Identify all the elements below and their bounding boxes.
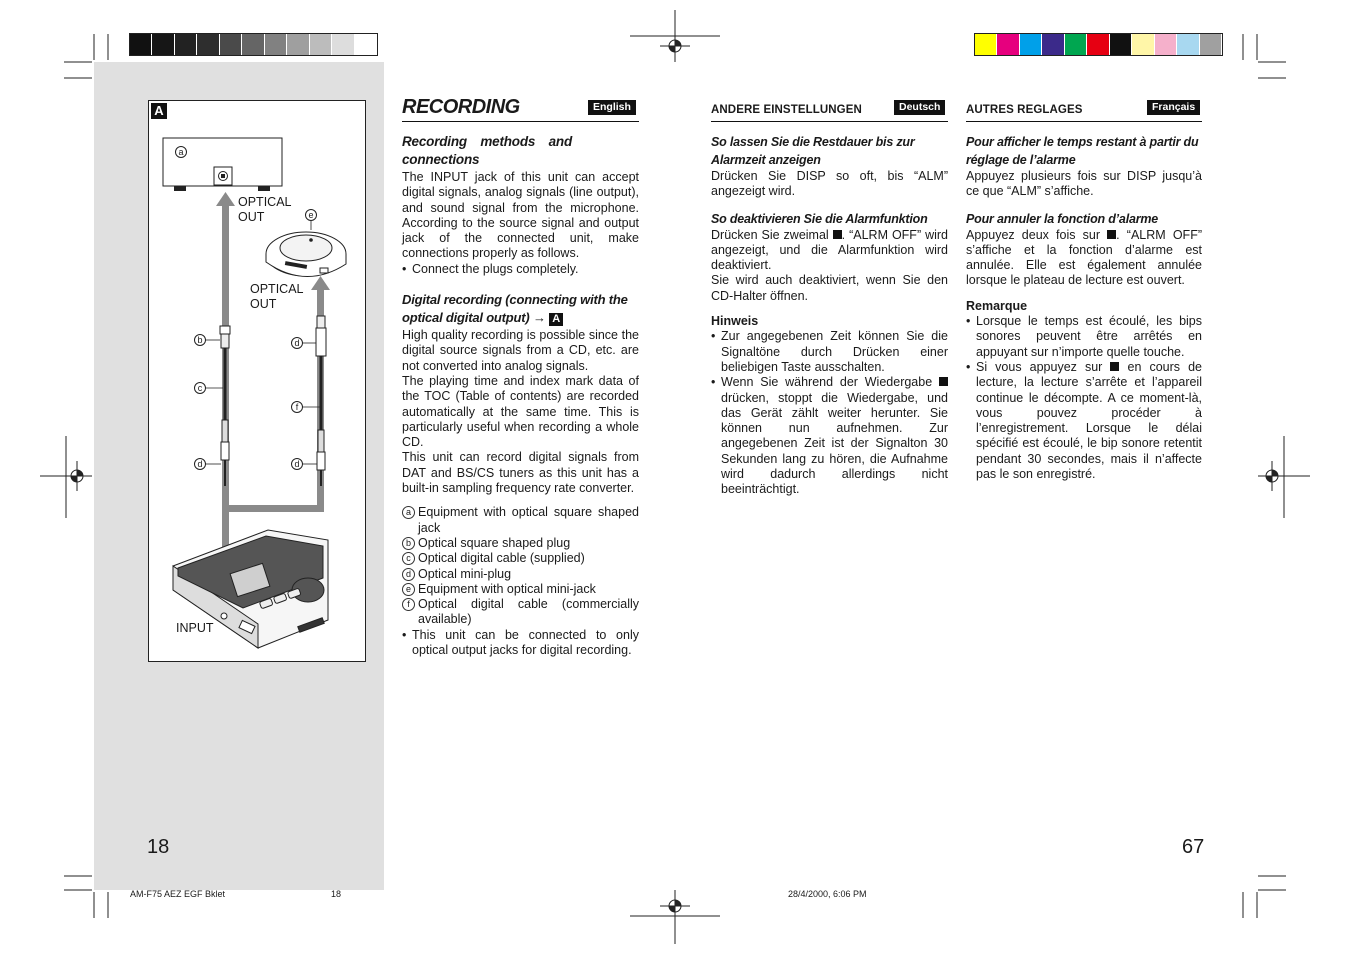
callout-e (306, 210, 317, 221)
color-swatch (975, 34, 996, 55)
color-swatch (130, 34, 151, 55)
temps-restant-paragraph: Appuyez plusieurs fois sur DISP jusqu’à ce que “ALM” s’affiche. (966, 169, 1202, 199)
left-page-number: 18 (147, 836, 170, 858)
remarque-b2-a: Si vous appuyez sur (976, 359, 1103, 374)
section-annuler-alarme-title: Pour annuler la fonction d’alarme (966, 211, 1159, 226)
optical-out-label-2 (250, 282, 304, 312)
remarque-title: Remarque (966, 298, 1028, 313)
deutsch-header-rule (711, 121, 948, 122)
bullet-connect-plugs: • Connect the plugs completely. (402, 262, 639, 277)
hinweis-b2-b: drücken, stoppt die Wiedergabe, und das Gerät zählt weiter herunter. Sie können nun aufnehmen. Zur angegebenen Zeit ist der Signalton 30 Sekunden lang zu hören, die Aufnahme wird dadurch allerdings nicht beeinträchtigt. (721, 390, 948, 497)
color-swatch (1200, 34, 1221, 55)
legend-text-d: Optical mini-plug (418, 566, 512, 581)
input-label: INPUT (176, 621, 214, 635)
optical-out-label-1 (238, 195, 292, 225)
recording-methods-paragraph: The INPUT jack of this unit can accept digital signals, analog signals (line output), and sound signal from the microphone. According to the source signal and output jack of the connected unit, make connections properly as follows. (402, 170, 639, 261)
hinweis-b2-a: Wenn Sie während der Wiedergabe (721, 375, 933, 390)
annuler-text-a: Appuyez deux fois sur (966, 227, 1101, 242)
lang-badge-english: English (588, 100, 636, 115)
legend-key-a: a (402, 506, 415, 519)
legend-item-e (402, 582, 639, 597)
legend-item-a (402, 505, 639, 536)
color-swatch (997, 34, 1018, 55)
stop-icon (833, 230, 842, 239)
callout-d2-text: d (294, 338, 300, 348)
deaktivieren-text-b: . “ALRM OFF” wird angezeigt, und die Alarmfunktion wird deaktiviert. (711, 227, 948, 273)
legend-text-b: Optical square shaped plug (418, 535, 571, 550)
section-temps-restant-title: Pour afficher le temps restant à partir du réglage de l’alarme (966, 135, 1199, 167)
francais-header: AUTRES REGLAGES (966, 104, 1083, 116)
hinweis-title: Hinweis (711, 314, 759, 329)
deutsch-header: ANDERE EINSTELLUNGEN (711, 104, 862, 116)
process-color-bar (974, 33, 1223, 56)
section-alarm-deaktivieren-title: So deaktivieren Sie die Alarmfunktion (711, 211, 928, 226)
legend-list (402, 505, 639, 627)
legend-text-f: Optical digital cable (commercially available) (418, 597, 639, 627)
figure-reference-a: A (549, 313, 563, 326)
legend-item-b (402, 536, 639, 551)
gray-color-bar (129, 33, 378, 56)
optical-out-2-line2: OUT (250, 297, 277, 311)
hinweis-bullet-1: • Zur angegebenen Zeit können Sie die Signaltöne durch Drücken einer beliebigen Taste ausschalten. (711, 329, 948, 374)
alarm-deaktivieren-paragraph-2: Sie wird auch deaktiviert, wenn Sie den CD-Halter öffnen. (711, 273, 948, 303)
digital-recording-title-text: Digital recording (connecting with the optical digital output) (402, 292, 628, 326)
color-swatch (265, 34, 286, 55)
color-swatch (220, 34, 241, 55)
callout-d3-text: d (294, 459, 300, 469)
color-swatch (1110, 34, 1131, 55)
stop-icon (1107, 230, 1116, 239)
color-swatch (152, 34, 173, 55)
color-swatch (1177, 34, 1198, 55)
callout-c-text: c (197, 383, 203, 393)
callout-c (195, 383, 206, 394)
color-swatch (1155, 34, 1176, 55)
hinweis-bullet-2-text (721, 375, 948, 497)
optical-out-2-line1: OPTICAL (250, 282, 304, 296)
digital-recording-paragraph-3: This unit can record digital signals from DAT and BS/CS tuners as this unit has a built-in sampling frequency rate converter. (402, 450, 639, 496)
color-swatch (1065, 34, 1086, 55)
figure-label: A (151, 103, 167, 119)
callout-d-bottom (292, 459, 303, 470)
english-header-rule (402, 121, 639, 122)
deutsch-column (711, 133, 948, 498)
callout-d-top (292, 338, 303, 349)
stop-icon (1110, 362, 1119, 371)
deaktivieren-text-a: Drücken Sie zweimal (711, 227, 829, 242)
color-swatch (242, 34, 263, 55)
hinweis-bullet-2: • Wenn Sie während der Wiedergabe drücken, stoppt die Wiedergabe, und das Gerät zählt weiter herunter. Sie können nun aufnehmen. Zur angegebenen Zeit ist der Signalton 30 Sekunden lang zu hören, die Aufnahme wird dadurch allerdings nicht beeinträchtigt. (711, 375, 948, 497)
callout-f-text: f (295, 402, 299, 412)
stop-icon (939, 377, 948, 386)
legend-item-c (402, 551, 639, 566)
hinweis-bullet-1-text: Zur angegebenen Zeit können Sie die Signaltöne durch Drücken einer beliebigen Taste ausschalten. (721, 329, 948, 374)
callout-b-text: b (197, 335, 203, 345)
legend-item-d (402, 567, 639, 582)
page-title: RECORDING (402, 96, 520, 118)
color-swatch (1020, 34, 1041, 55)
footer-page-ref: 18 (331, 889, 342, 899)
color-swatch (197, 34, 218, 55)
section-recording-methods-title: Recording methods and connections (402, 134, 572, 167)
annuler-alarme-paragraph (966, 228, 1202, 289)
equipment-e-illustration (266, 232, 346, 277)
section-digital-recording-title (402, 291, 639, 327)
legend-key-d: d (402, 568, 415, 581)
connection-diagram (148, 100, 364, 660)
callout-a (176, 147, 187, 158)
legend-text-e: Equipment with optical mini-jack (418, 581, 596, 596)
callout-e-text: e (308, 210, 314, 220)
bullet-optical-only-text: This unit can be connected to only optical output jacks for digital recording. (412, 627, 639, 658)
francais-column (966, 133, 1202, 482)
optical-out-1-line1: OPTICAL (238, 195, 292, 209)
optical-out-1-line2: OUT (238, 210, 265, 224)
digital-recording-paragraph-2: The playing time and index mark data of the TOC (Table of contents) are recorded automatically at the same time. This is particularly useful when recording a whole CD. (402, 373, 639, 450)
legend-key-f: f (402, 598, 415, 611)
francais-header-rule (966, 121, 1202, 122)
restdauer-paragraph: Drücken Sie DISP so oft, bis “ALM” angezeigt wird. (711, 169, 948, 199)
arrow-glyph: → (532, 310, 546, 326)
bullet-optical-only: • This unit can be connected to only optical output jacks for digital recording. (402, 627, 639, 658)
annuler-text-b: . “ALRM OFF” s’affiche et la fonction d’alarme est annulée. Elle est également annulée lorsque le plateau de lecture est ouvert. (966, 227, 1202, 288)
callout-f (292, 402, 303, 413)
english-column (402, 133, 639, 658)
color-swatch (1042, 34, 1063, 55)
legend-text-c: Optical digital cable (supplied) (418, 551, 585, 566)
lang-badge-deutsch: Deutsch (894, 100, 945, 115)
remarque-bullet-1-text: Lorsque le temps est écoulé, les bips sonores peuvent être arrêtés en appuyant sur n’importe quelle touche. (976, 314, 1202, 359)
color-swatch (175, 34, 196, 55)
callout-a-text: a (178, 147, 184, 157)
color-swatch (310, 34, 331, 55)
right-page-number: 67 (1182, 836, 1205, 858)
equipment-a-illustration (163, 138, 282, 191)
color-swatch (332, 34, 353, 55)
color-swatch (1087, 34, 1108, 55)
footer-job-name: AM-F75 AEZ EGF Bklet (130, 889, 226, 899)
legend-text-a: Equipment with optical square shaped jack (418, 505, 639, 535)
legend-item-f (402, 597, 639, 628)
callout-b (195, 335, 206, 346)
callout-d1-text: d (197, 459, 203, 469)
lang-badge-francais: Français (1147, 100, 1200, 115)
color-swatch (287, 34, 308, 55)
legend-key-b: b (402, 537, 415, 550)
footer-timestamp: 28/4/2000, 6:06 PM (788, 889, 867, 899)
callout-d-left (195, 459, 206, 470)
section-restdauer-title: So lassen Sie die Restdauer bis zur Alarmzeit anzeigen (711, 135, 915, 167)
legend-key-c: c (402, 552, 415, 565)
remarque-bullet-2: • Si vous appuyez sur en cours de lecture, la lecture s’arrête et l’appareil continue le décompte. A ce moment-là, vous pouvez procéder à l’enregistrement. Lorsque le délai spécifié est écoulé, le bip sonore retentit pendant 30 secondes, mais il n’affecte pas le son enregistré. (966, 359, 1203, 482)
legend-key-e: e (402, 583, 415, 596)
color-swatch (1132, 34, 1153, 55)
bullet-connect-plugs-text: Connect the plugs completely. (412, 261, 579, 276)
remarque-bullet-1: • Lorsque le temps est écoulé, les bips sonores peuvent être arrêtés en appuyant sur n’importe quelle touche. (966, 314, 1202, 359)
remarque-b2-b: en cours de lecture, la lecture s’arrête et l’appareil continue le décompte. A ce moment-là, vous pouvez procéder à l’enregistrement. Lorsque le délai spécifié est écoulé, le bip sonore retentit pendant 30 secondes, mais il n’affecte pas le son enregistré. (976, 359, 1203, 482)
alarm-deaktivieren-paragraph-1 (711, 228, 948, 274)
color-swatch (355, 34, 376, 55)
digital-recording-paragraph-1: High quality recording is possible since the digital source signals from a CD, etc. are not converted into analog signals. (402, 328, 639, 373)
remarque-bullet-2-text (976, 360, 1202, 482)
